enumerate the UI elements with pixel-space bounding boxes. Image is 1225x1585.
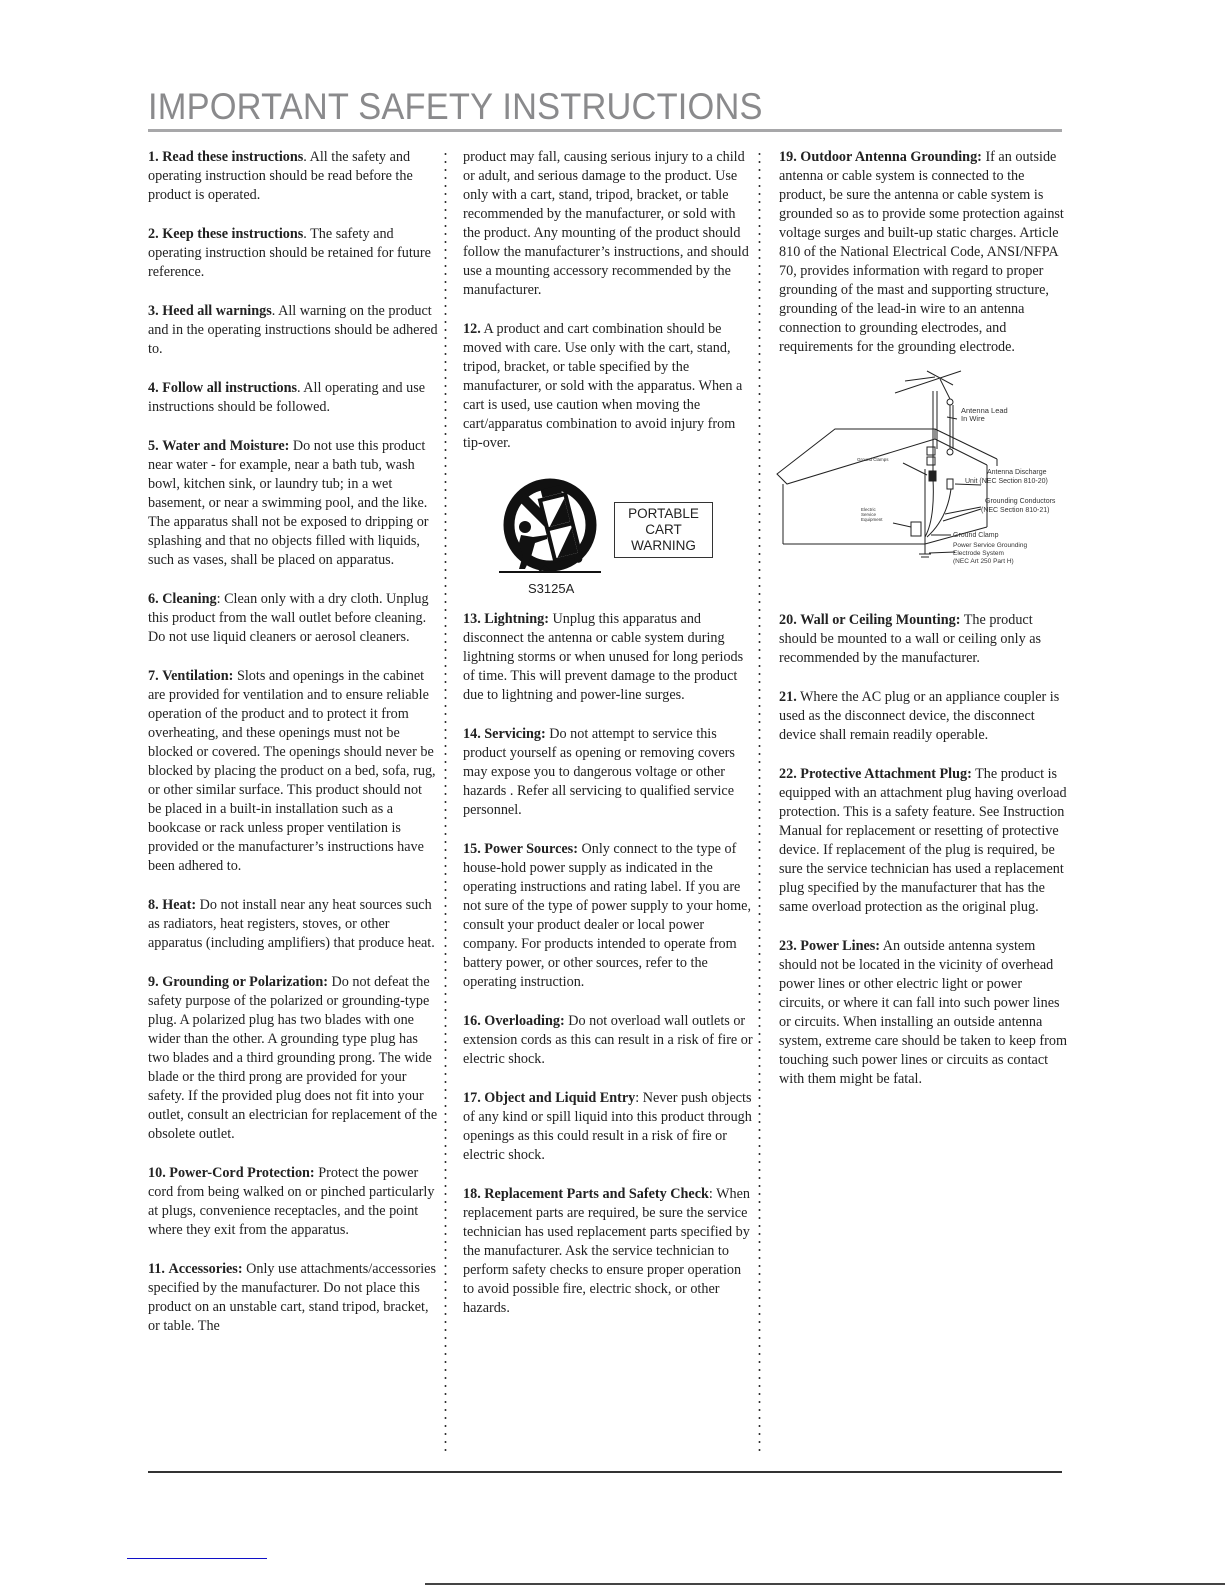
footer-divider [148, 1471, 1062, 1473]
scan-artifact-line [127, 1558, 267, 1559]
column-2 [463, 148, 753, 1338]
label-equipment: Equipment [861, 517, 883, 522]
instruction-12: 12. A product and cart combination should be moved with care. Use only with the cart, stand, tripod, bracket, or table specified by the manufacturer, or sold with the apparatus. When a cart is used, use caution when moving the cart/apparatus combination to avoid injury from tip-over. [463, 321, 743, 451]
instruction-7: 7. Ventilation: Slots and openings in the cabinet are provided for ventilation and to ensure reliable operation of the product and to protect it from overheating, and these openings must not be blocked or covered. The openings should never be blocked by placing the product on a bed, sofa, rug, or other similar surface. This product should not be placed in a built-in installation such as a bookcase or rack unless proper ventilation is provided or the manufacturer’s instructions have been adhered to. [148, 668, 436, 874]
label-service: Service [861, 512, 877, 517]
label-antenna-discharge: Antenna Discharge [987, 469, 1047, 476]
label-power-service-grounding: Power Service Grounding [953, 542, 1028, 549]
instruction-9: 9. Grounding or Polarization: Do not defeat the safety purpose of the polarized or grounding-type plug. A polarized plug has two blades with one wider than the other. A grounding type plug has two blades and a third grounding prong. The wide blade or the third prong are provided for your safety. If the provided plug does not fit into your outlet, consult an electrician for replacement of the obsolete outlet. [148, 974, 438, 1142]
instruction-21: 21. Where the AC plug or an appliance coupler is used as the disconnect device, the disconnect device shall remain readily operable. [779, 689, 1060, 743]
instruction-1: 1. Read these instructions. All the safety and operating instruction should be read before the product is operated. [148, 149, 413, 203]
instruction-5: 5. Water and Moisture: Do not use this product near water - for example, near a bath tub, wash bowl, kitchen sink, or laundry tub; in a wet basement, or near a swimming pool, and the like. The apparatus shall not be exposed to dripping or splashing and that no objects filled with liquids, such as vases, shall be placed on apparatus. [148, 438, 429, 568]
label-electrode-system: Electrode System [953, 550, 1004, 557]
portable-cart-warning-figure [463, 469, 753, 596]
instruction-23: 23. Power Lines: An outside antenna system should not be located in the vicinity of overhead power lines or other electric light or power circuits, or where it can fall into such power lines or circuits. When installing an outside antenna system, extreme care should be taken to keep from touching such power lines or circuits as contact with them might be fatal. [779, 938, 1067, 1087]
column-3 [779, 148, 1069, 1109]
instruction-6: 6. Cleaning: Clean only with a dry cloth. Unplug this product from the wall outlet before cleaning. Do not use liquid cleaners or aerosol cleaners. [148, 591, 429, 645]
label-ground-clamps: Ground Clamps [857, 457, 889, 462]
title-divider [148, 129, 1062, 132]
instruction-20: 20. Wall or Ceiling Mounting: The product should be mounted to a wall or ceiling only as recommended by the manufacturer. [779, 612, 1042, 666]
label-discharge-unit: Unit (NEC Section 810-20) [965, 478, 1048, 485]
antenna-grounding-figure [779, 369, 1069, 589]
instruction-4: 4. Follow all instructions. All operating and use instructions should be followed. [148, 380, 426, 415]
portable-cart-warning-label: PORTABLE CART WARNING [614, 502, 713, 558]
instruction-8: 8. Heat: Do not install near any heat sources such as radiators, heat registers, stoves, or other apparatus (including amplifiers) that produce heat. [148, 897, 435, 951]
no-cart-tipover-icon [495, 477, 605, 579]
instruction-16: 16. Overloading: Do not overload wall outlets or extension cords as this can result in a risk of fire or electric shock. [463, 1013, 753, 1067]
instruction-13: 13. Lightning: Unplug this apparatus and disconnect the antenna or cable system during lightning storms or when unused for long periods of time. This will prevent damage to the product due to lightning and power-line surges. [463, 611, 744, 703]
instruction-22: 22. Protective Attachment Plug: The product is equipped with an attachment plug having overload protection. This is a safety feature. See Instruction Manual for replacement or resetting of protective device. If replacement of the plug is required, be sure the service technician has used a replacement plug specified by the manufacturer that has the same overload protection as the original plug. [779, 766, 1067, 915]
antenna-grounding-diagram [775, 369, 1070, 584]
column-1 [148, 148, 438, 1336]
figure-code: S3125A [528, 581, 575, 596]
label-electric: Electric [861, 507, 876, 512]
instruction-11: 11. Accessories: Only use attachments/accessories specified by the manufacturer. Do not place this product on an unstable cart, stand tripod, bracket, or table. The [148, 1261, 436, 1334]
instruction-18: 18. Replacement Parts and Safety Check: When replacement parts are required, be sure the service technician has used replacement parts specified by the manufacturer. Ask the service technician to perform safety checks to ensure proper operation to avoid possible fire, electric shock, or other hazards. [463, 1186, 751, 1316]
instruction-17: 17. Object and Liquid Entry: Never push objects of any kind or spill liquid into this product through openings as this could result in a risk of fire or electric shock. [463, 1090, 752, 1163]
instruction-19: 19. Outdoor Antenna Grounding: If an outside antenna or cable system is connected to the product, be sure the antenna or cable system is grounded so as to provide some protection against voltage surges and built-up static charges. Article 810 of the National Electrical Code, ANSI/NFPA 70, provides information with regard to proper grounding of the mast and supporting structure, grounding of the lead-in wire to an antenna connection to grounding electrodes, and requirements for the grounding electrode. [779, 149, 1064, 355]
instruction-3: 3. Heed all warnings. All warning on the product and in the operating instructions should be adhered to. [148, 303, 438, 357]
label-nec-art-250: (NEC Art 250 Part H) [953, 558, 1014, 565]
instruction-2: 2. Keep these instructions. The safety and operating instruction should be retained for future reference. [148, 226, 431, 280]
column-divider-dotted [758, 150, 761, 1455]
column-divider-dotted [444, 150, 447, 1455]
instruction-15: 15. Power Sources: Only connect to the type of house-hold power supply as indicated in the operating instructions and rating label. If you are not sure of the type of power supply to your home, consult your product dealer or local power company. For products intended to operate from battery power, or other sources, refer to the operating instruction. [463, 841, 752, 990]
label-grounding-conductors: Grounding Conductors [985, 498, 1056, 505]
label-ground-clamp: Ground Clamp [953, 532, 999, 539]
label-in-wire: In Wire [961, 414, 985, 423]
instruction-10: 10. Power-Cord Protection: Protect the power cord from being walked on or pinched particularly at plugs, convenience receptacles, and the point where they exit from the apparatus. [148, 1165, 435, 1238]
instruction-14: 14. Servicing: Do not attempt to service this product yourself as opening or removing covers may expose you to dangerous voltage or other hazards . Refer all servicing to qualified service personnel. [463, 726, 735, 818]
label-antenna-lead: Antenna Lead [961, 406, 1008, 415]
instruction-11-continued: product may fall, causing serious injury to a child or adult, and serious damage to the product. Use only with a cart, stand, tripod, bracket, or table recommended by the manufacturer, or sold with the product. Any mounting of the product should follow the manufacturer’s instructions, and should use a mounting accessory recommended by the manufacturer. [463, 149, 749, 298]
page-title: IMPORTANT SAFETY INSTRUCTIONS [148, 86, 763, 127]
label-nec-810-21: (NEC Section 810-21) [981, 507, 1050, 514]
